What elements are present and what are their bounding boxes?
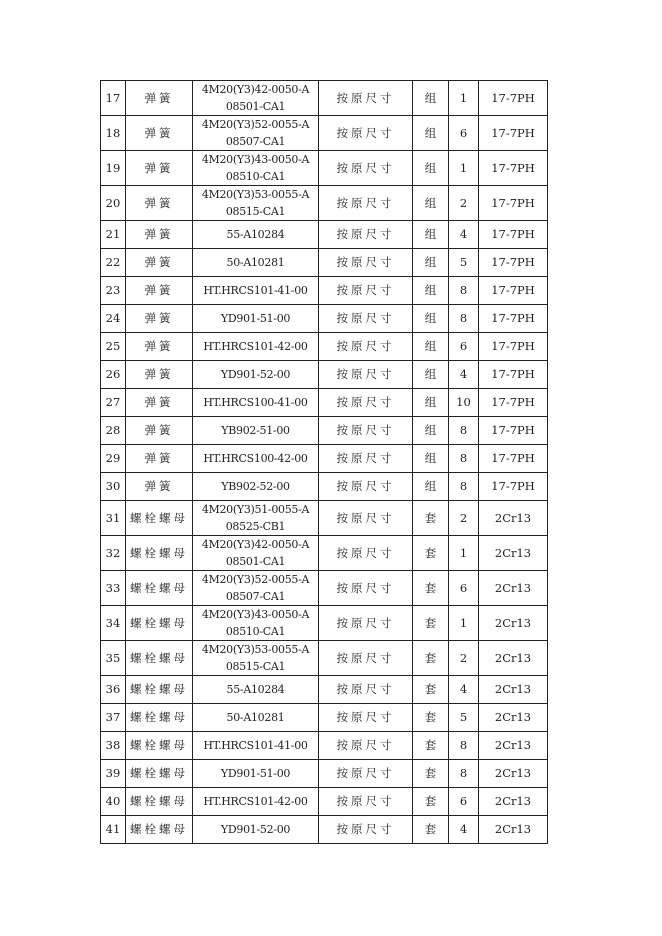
unit: 套 [413, 641, 449, 676]
part-number [193, 816, 319, 844]
part-number [193, 389, 319, 417]
unit: 套 [413, 606, 449, 641]
part-number-line: YB902-52-00 [221, 480, 290, 493]
part-number [193, 641, 319, 676]
table-row [101, 704, 548, 732]
part-number [193, 571, 319, 606]
row-number: 18 [101, 116, 126, 151]
unit: 组 [413, 249, 449, 277]
part-name: 螺栓螺母 [126, 760, 193, 788]
quantity: 2 [449, 501, 479, 536]
table-row [101, 417, 548, 445]
part-name: 弹簧 [126, 277, 193, 305]
part-number [193, 606, 319, 641]
row-number: 33 [101, 571, 126, 606]
part-name: 弹簧 [126, 249, 193, 277]
table-row [101, 186, 548, 221]
part-name: 弹簧 [126, 417, 193, 445]
row-number: 29 [101, 445, 126, 473]
parts-table-body [101, 81, 548, 844]
unit: 套 [413, 536, 449, 571]
quantity: 1 [449, 81, 479, 116]
part-number-line: HT.HRCS100-41-00 [203, 396, 308, 409]
row-number: 31 [101, 501, 126, 536]
material: 17-7PH [479, 417, 548, 445]
unit: 组 [413, 361, 449, 389]
size-spec: 按原尺寸 [319, 788, 413, 816]
part-number-line: YD901-52-00 [220, 368, 291, 381]
part-name: 螺栓螺母 [126, 788, 193, 816]
material: 2Cr13 [479, 760, 548, 788]
table-row [101, 305, 548, 333]
part-number-line: 4M20(Y3)42-0050-A [201, 83, 310, 96]
row-number: 26 [101, 361, 126, 389]
quantity: 6 [449, 116, 479, 151]
part-name: 螺栓螺母 [126, 606, 193, 641]
part-name: 弹簧 [126, 221, 193, 249]
part-number [193, 151, 319, 186]
part-number-line: 08525-CB1 [225, 520, 286, 533]
row-number: 23 [101, 277, 126, 305]
material: 2Cr13 [479, 536, 548, 571]
part-number [193, 333, 319, 361]
part-name: 螺栓螺母 [126, 816, 193, 844]
table-row [101, 361, 548, 389]
size-spec: 按原尺寸 [319, 571, 413, 606]
material: 2Cr13 [479, 732, 548, 760]
table-row [101, 816, 548, 844]
part-number-line: 4M20(Y3)53-0055-A [201, 188, 310, 201]
size-spec: 按原尺寸 [319, 501, 413, 536]
material: 2Cr13 [479, 788, 548, 816]
size-spec: 按原尺寸 [319, 389, 413, 417]
part-number [193, 221, 319, 249]
table-row [101, 389, 548, 417]
part-number-line: HT.HRCS101-42-00 [203, 340, 308, 353]
unit: 组 [413, 277, 449, 305]
size-spec: 按原尺寸 [319, 676, 413, 704]
row-number: 39 [101, 760, 126, 788]
part-name: 螺栓螺母 [126, 732, 193, 760]
part-number-line: 55-A10284 [226, 683, 285, 696]
part-name: 弹簧 [126, 81, 193, 116]
part-number [193, 501, 319, 536]
quantity: 10 [449, 389, 479, 417]
material: 17-7PH [479, 186, 548, 221]
part-number-line: 4M20(Y3)53-0055-A [201, 643, 310, 656]
part-name: 弹簧 [126, 333, 193, 361]
quantity: 4 [449, 676, 479, 704]
part-number [193, 186, 319, 221]
row-number: 24 [101, 305, 126, 333]
part-number-line: 4M20(Y3)43-0050-A [201, 153, 310, 166]
table-row [101, 536, 548, 571]
part-name: 螺栓螺母 [126, 571, 193, 606]
size-spec: 按原尺寸 [319, 641, 413, 676]
part-name: 弹簧 [126, 473, 193, 501]
size-spec: 按原尺寸 [319, 249, 413, 277]
unit: 组 [413, 81, 449, 116]
part-number-line: YD901-51-00 [220, 767, 291, 780]
size-spec: 按原尺寸 [319, 116, 413, 151]
unit: 组 [413, 445, 449, 473]
table-row [101, 81, 548, 116]
quantity: 6 [449, 571, 479, 606]
size-spec: 按原尺寸 [319, 606, 413, 641]
part-number [193, 732, 319, 760]
part-number [193, 81, 319, 116]
part-number-line: HT.HRCS100-42-00 [203, 452, 308, 465]
parts-table [100, 80, 548, 844]
row-number: 32 [101, 536, 126, 571]
row-number: 17 [101, 81, 126, 116]
part-number [193, 704, 319, 732]
size-spec: 按原尺寸 [319, 816, 413, 844]
unit: 组 [413, 333, 449, 361]
table-row [101, 501, 548, 536]
quantity: 5 [449, 249, 479, 277]
table-row [101, 116, 548, 151]
table-row [101, 333, 548, 361]
table-row [101, 249, 548, 277]
table-row [101, 151, 548, 186]
table-row [101, 445, 548, 473]
table-row [101, 788, 548, 816]
quantity: 1 [449, 151, 479, 186]
part-number-line: YB902-51-00 [221, 424, 290, 437]
part-number [193, 760, 319, 788]
part-number [193, 676, 319, 704]
part-number-line: 08510-CA1 [225, 625, 286, 638]
part-number-line: 50-A10281 [226, 711, 285, 724]
table-row [101, 606, 548, 641]
part-number [193, 361, 319, 389]
part-number-line: 4M20(Y3)52-0055-A [201, 118, 310, 131]
part-name: 螺栓螺母 [126, 501, 193, 536]
quantity: 4 [449, 361, 479, 389]
material: 2Cr13 [479, 606, 548, 641]
size-spec: 按原尺寸 [319, 186, 413, 221]
row-number: 27 [101, 389, 126, 417]
material: 17-7PH [479, 473, 548, 501]
quantity: 4 [449, 816, 479, 844]
unit: 套 [413, 788, 449, 816]
part-number [193, 249, 319, 277]
part-name: 弹簧 [126, 151, 193, 186]
size-spec: 按原尺寸 [319, 760, 413, 788]
quantity: 8 [449, 417, 479, 445]
quantity: 8 [449, 732, 479, 760]
part-name: 螺栓螺母 [126, 536, 193, 571]
material: 17-7PH [479, 333, 548, 361]
part-number [193, 473, 319, 501]
size-spec: 按原尺寸 [319, 305, 413, 333]
quantity: 8 [449, 473, 479, 501]
quantity: 8 [449, 760, 479, 788]
row-number: 38 [101, 732, 126, 760]
part-number-line: 08501-CA1 [225, 555, 286, 568]
part-number-line: 50-A10281 [226, 256, 285, 269]
material: 2Cr13 [479, 676, 548, 704]
row-number: 20 [101, 186, 126, 221]
table-row [101, 641, 548, 676]
row-number: 25 [101, 333, 126, 361]
part-number [193, 788, 319, 816]
unit: 套 [413, 571, 449, 606]
unit: 套 [413, 732, 449, 760]
part-number [193, 116, 319, 151]
quantity: 2 [449, 641, 479, 676]
material: 17-7PH [479, 389, 548, 417]
row-number: 37 [101, 704, 126, 732]
unit: 套 [413, 676, 449, 704]
part-number-line: HT.HRCS101-41-00 [203, 739, 308, 752]
unit: 套 [413, 501, 449, 536]
part-name: 螺栓螺母 [126, 704, 193, 732]
table-row [101, 760, 548, 788]
part-number [193, 445, 319, 473]
part-number [193, 417, 319, 445]
unit: 组 [413, 221, 449, 249]
row-number: 36 [101, 676, 126, 704]
row-number: 35 [101, 641, 126, 676]
size-spec: 按原尺寸 [319, 277, 413, 305]
size-spec: 按原尺寸 [319, 417, 413, 445]
quantity: 1 [449, 536, 479, 571]
row-number: 41 [101, 816, 126, 844]
part-name: 弹簧 [126, 186, 193, 221]
part-number [193, 305, 319, 333]
table-row [101, 473, 548, 501]
material: 17-7PH [479, 151, 548, 186]
material: 17-7PH [479, 221, 548, 249]
size-spec: 按原尺寸 [319, 732, 413, 760]
part-name: 弹簧 [126, 305, 193, 333]
part-number-line: 08507-CA1 [225, 590, 286, 603]
part-number-line: 55-A10284 [226, 228, 285, 241]
quantity: 2 [449, 186, 479, 221]
part-number-line: 08510-CA1 [225, 170, 286, 183]
quantity: 5 [449, 704, 479, 732]
size-spec: 按原尺寸 [319, 473, 413, 501]
table-row [101, 221, 548, 249]
material: 17-7PH [479, 249, 548, 277]
row-number: 28 [101, 417, 126, 445]
size-spec: 按原尺寸 [319, 81, 413, 116]
unit: 组 [413, 389, 449, 417]
material: 2Cr13 [479, 816, 548, 844]
material: 17-7PH [479, 361, 548, 389]
size-spec: 按原尺寸 [319, 333, 413, 361]
part-number-line: 08515-CA1 [225, 205, 286, 218]
material: 17-7PH [479, 277, 548, 305]
part-name: 弹簧 [126, 445, 193, 473]
unit: 组 [413, 473, 449, 501]
size-spec: 按原尺寸 [319, 361, 413, 389]
material: 2Cr13 [479, 501, 548, 536]
material: 2Cr13 [479, 641, 548, 676]
part-number-line: YD901-51-00 [220, 312, 291, 325]
part-number-line: 4M20(Y3)43-0050-A [201, 608, 310, 621]
part-number-line: 08501-CA1 [225, 100, 286, 113]
material: 17-7PH [479, 445, 548, 473]
part-number-line: 4M20(Y3)51-0055-A [201, 503, 310, 516]
table-row [101, 676, 548, 704]
unit: 组 [413, 417, 449, 445]
table-row [101, 571, 548, 606]
row-number: 34 [101, 606, 126, 641]
part-number-line: 08507-CA1 [225, 135, 286, 148]
size-spec: 按原尺寸 [319, 536, 413, 571]
quantity: 1 [449, 606, 479, 641]
part-number-line: YD901-52-00 [220, 823, 291, 836]
material: 17-7PH [479, 305, 548, 333]
row-number: 19 [101, 151, 126, 186]
material: 2Cr13 [479, 571, 548, 606]
material: 17-7PH [479, 81, 548, 116]
part-number [193, 536, 319, 571]
row-number: 40 [101, 788, 126, 816]
material: 17-7PH [479, 116, 548, 151]
unit: 组 [413, 151, 449, 186]
row-number: 21 [101, 221, 126, 249]
part-number-line: HT.HRCS101-42-00 [203, 795, 308, 808]
part-name: 弹簧 [126, 116, 193, 151]
unit: 套 [413, 704, 449, 732]
quantity: 8 [449, 445, 479, 473]
part-number-line: 4M20(Y3)52-0055-A [201, 573, 310, 586]
part-number-line: HT.HRCS101-41-00 [203, 284, 308, 297]
row-number: 30 [101, 473, 126, 501]
size-spec: 按原尺寸 [319, 445, 413, 473]
size-spec: 按原尺寸 [319, 704, 413, 732]
quantity: 6 [449, 333, 479, 361]
unit: 套 [413, 816, 449, 844]
size-spec: 按原尺寸 [319, 151, 413, 186]
part-number-line: 4M20(Y3)42-0050-A [201, 538, 310, 551]
part-number-line: 08515-CA1 [225, 660, 286, 673]
quantity: 8 [449, 277, 479, 305]
part-number [193, 277, 319, 305]
size-spec: 按原尺寸 [319, 221, 413, 249]
part-name: 弹簧 [126, 361, 193, 389]
table-row [101, 277, 548, 305]
part-name: 弹簧 [126, 389, 193, 417]
quantity: 8 [449, 305, 479, 333]
quantity: 6 [449, 788, 479, 816]
unit: 组 [413, 186, 449, 221]
table-row [101, 732, 548, 760]
unit: 组 [413, 305, 449, 333]
unit: 套 [413, 760, 449, 788]
part-name: 螺栓螺母 [126, 641, 193, 676]
unit: 组 [413, 116, 449, 151]
material: 2Cr13 [479, 704, 548, 732]
quantity: 4 [449, 221, 479, 249]
part-name: 螺栓螺母 [126, 676, 193, 704]
row-number: 22 [101, 249, 126, 277]
